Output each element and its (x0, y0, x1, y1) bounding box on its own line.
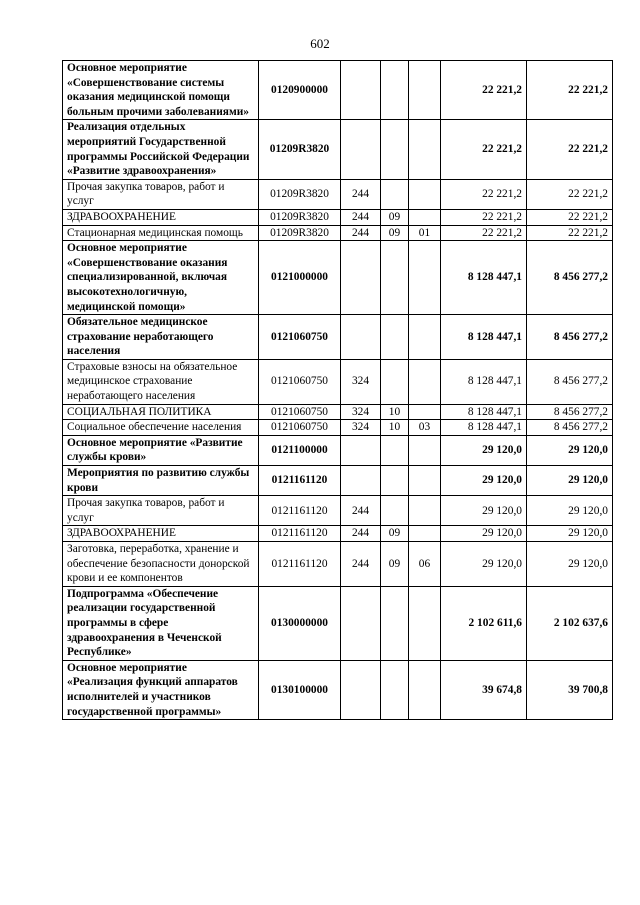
row-subsection: 06 (409, 542, 441, 587)
row-amount-year-2: 29 120,0 (527, 466, 613, 496)
row-target-code: 0121161120 (259, 496, 341, 526)
table-row (63, 315, 613, 360)
row-amount-year-1: 29 120,0 (441, 435, 527, 465)
row-section (381, 359, 409, 404)
row-section (381, 586, 409, 660)
row-expense-type (341, 241, 381, 315)
table-row (63, 420, 613, 436)
row-amount-year-2: 22 221,2 (527, 61, 613, 120)
table-row (63, 466, 613, 496)
row-expense-type: 244 (341, 526, 381, 542)
row-amount-year-2: 22 221,2 (527, 225, 613, 241)
row-subsection (409, 586, 441, 660)
row-target-code: 0130000000 (259, 586, 341, 660)
row-amount-year-2: 22 221,2 (527, 120, 613, 179)
row-amount-year-1: 8 128 447,1 (441, 315, 527, 360)
row-subsection (409, 241, 441, 315)
row-amount-year-2: 8 456 277,2 (527, 359, 613, 404)
row-target-code: 0121060750 (259, 315, 341, 360)
row-name: СОЦИАЛЬНАЯ ПОЛИТИКА (63, 404, 259, 420)
row-target-code: 01209R3820 (259, 120, 341, 179)
row-subsection (409, 315, 441, 360)
table-row (63, 435, 613, 465)
row-amount-year-1: 8 128 447,1 (441, 241, 527, 315)
row-expense-type (341, 61, 381, 120)
row-amount-year-1: 29 120,0 (441, 466, 527, 496)
row-amount-year-1: 8 128 447,1 (441, 359, 527, 404)
row-amount-year-2: 29 120,0 (527, 526, 613, 542)
row-target-code: 0121060750 (259, 420, 341, 436)
row-amount-year-1: 2 102 611,6 (441, 586, 527, 660)
row-name: Основное мероприятие «Совершенствование системы оказания медицинской помощи больным прочими заболеваниями» (63, 61, 259, 120)
row-section (381, 435, 409, 465)
table-row (63, 225, 613, 241)
row-amount-year-1: 22 221,2 (441, 120, 527, 179)
row-expense-type: 244 (341, 179, 381, 209)
row-amount-year-1: 39 674,8 (441, 660, 527, 719)
row-subsection (409, 404, 441, 420)
row-amount-year-2: 8 456 277,2 (527, 315, 613, 360)
row-target-code: 0121161120 (259, 542, 341, 587)
row-amount-year-2: 29 120,0 (527, 496, 613, 526)
row-name: Мероприятия по развитию службы крови (63, 466, 259, 496)
row-section: 09 (381, 526, 409, 542)
table-row (63, 120, 613, 179)
row-section: 09 (381, 209, 409, 225)
row-name: ЗДРАВООХРАНЕНИЕ (63, 209, 259, 225)
row-section (381, 241, 409, 315)
row-section (381, 179, 409, 209)
row-amount-year-2: 39 700,8 (527, 660, 613, 719)
row-amount-year-1: 22 221,2 (441, 61, 527, 120)
row-target-code: 0121060750 (259, 404, 341, 420)
page-number: 602 (310, 36, 330, 51)
row-section (381, 466, 409, 496)
row-name: Основное мероприятие «Развитие службы крови» (63, 435, 259, 465)
row-subsection (409, 359, 441, 404)
table-row (63, 660, 613, 719)
row-expense-type: 324 (341, 404, 381, 420)
row-amount-year-2: 8 456 277,2 (527, 404, 613, 420)
row-section (381, 660, 409, 719)
row-amount-year-1: 29 120,0 (441, 526, 527, 542)
row-subsection (409, 209, 441, 225)
row-subsection (409, 526, 441, 542)
table-row (63, 61, 613, 120)
row-target-code: 01209R3820 (259, 209, 341, 225)
row-expense-type: 244 (341, 542, 381, 587)
budget-table (62, 60, 613, 720)
row-section: 10 (381, 404, 409, 420)
row-name: Прочая закупка товаров, работ и услуг (63, 179, 259, 209)
row-subsection (409, 61, 441, 120)
table-row (63, 586, 613, 660)
row-section (381, 120, 409, 179)
row-target-code: 0121000000 (259, 241, 341, 315)
row-amount-year-1: 22 221,2 (441, 179, 527, 209)
row-name: Основное мероприятие «Совершенствование оказания специализированной, включая высокотехнологичную, медицинской помощи» (63, 241, 259, 315)
row-name: Страховые взносы на обязательное медицинское страхование неработающего населения (63, 359, 259, 404)
table-row (63, 359, 613, 404)
row-expense-type: 244 (341, 496, 381, 526)
row-amount-year-2: 29 120,0 (527, 542, 613, 587)
row-amount-year-2: 29 120,0 (527, 435, 613, 465)
row-amount-year-2: 22 221,2 (527, 209, 613, 225)
row-amount-year-1: 29 120,0 (441, 542, 527, 587)
row-amount-year-2: 2 102 637,6 (527, 586, 613, 660)
row-expense-type (341, 660, 381, 719)
budget-table-body (63, 61, 613, 720)
row-section (381, 61, 409, 120)
table-row (63, 209, 613, 225)
row-subsection: 01 (409, 225, 441, 241)
row-target-code: 01209R3820 (259, 225, 341, 241)
row-subsection (409, 120, 441, 179)
row-section: 09 (381, 542, 409, 587)
row-target-code: 0121060750 (259, 359, 341, 404)
row-section (381, 496, 409, 526)
row-name: Социальное обеспечение населения (63, 420, 259, 436)
row-expense-type: 244 (341, 209, 381, 225)
row-expense-type (341, 466, 381, 496)
table-row (63, 496, 613, 526)
table-row (63, 179, 613, 209)
row-name: Обязательное медицинское страхование неработающего населения (63, 315, 259, 360)
row-subsection (409, 660, 441, 719)
row-section (381, 315, 409, 360)
row-subsection (409, 179, 441, 209)
row-amount-year-1: 22 221,2 (441, 225, 527, 241)
row-subsection: 03 (409, 420, 441, 436)
row-name: Основное мероприятие «Реализация функций аппаратов исполнителей и участников государственной программы» (63, 660, 259, 719)
row-amount-year-1: 29 120,0 (441, 496, 527, 526)
row-target-code: 0121161120 (259, 466, 341, 496)
row-expense-type (341, 435, 381, 465)
table-row (63, 542, 613, 587)
row-amount-year-2: 8 456 277,2 (527, 420, 613, 436)
row-target-code: 0121161120 (259, 526, 341, 542)
row-target-code: 0130100000 (259, 660, 341, 719)
row-name: Стационарная медицинская помощь (63, 225, 259, 241)
table-row (63, 526, 613, 542)
row-target-code: 01209R3820 (259, 179, 341, 209)
row-target-code: 0121100000 (259, 435, 341, 465)
row-expense-type: 324 (341, 359, 381, 404)
row-subsection (409, 435, 441, 465)
row-name: ЗДРАВООХРАНЕНИЕ (63, 526, 259, 542)
row-name: Заготовка, переработка, хранение и обеспечение безопасности донорской крови и ее компонентов (63, 542, 259, 587)
row-section: 10 (381, 420, 409, 436)
row-target-code: 0120900000 (259, 61, 341, 120)
row-name: Подпрограмма «Обеспечение реализации государственной программы в сфере здравоохранения в Чеченской Республике» (63, 586, 259, 660)
row-subsection (409, 496, 441, 526)
table-row (63, 241, 613, 315)
row-expense-type (341, 315, 381, 360)
row-expense-type: 324 (341, 420, 381, 436)
row-amount-year-1: 8 128 447,1 (441, 420, 527, 436)
row-amount-year-1: 22 221,2 (441, 209, 527, 225)
row-section: 09 (381, 225, 409, 241)
row-amount-year-2: 8 456 277,2 (527, 241, 613, 315)
row-name: Прочая закупка товаров, работ и услуг (63, 496, 259, 526)
row-amount-year-1: 8 128 447,1 (441, 404, 527, 420)
row-name: Реализация отдельных мероприятий Государственной программы Российской Федерации «Развитие здравоохранения» (63, 120, 259, 179)
row-amount-year-2: 22 221,2 (527, 179, 613, 209)
row-expense-type (341, 120, 381, 179)
row-expense-type (341, 586, 381, 660)
row-expense-type: 244 (341, 225, 381, 241)
row-subsection (409, 466, 441, 496)
table-row (63, 404, 613, 420)
